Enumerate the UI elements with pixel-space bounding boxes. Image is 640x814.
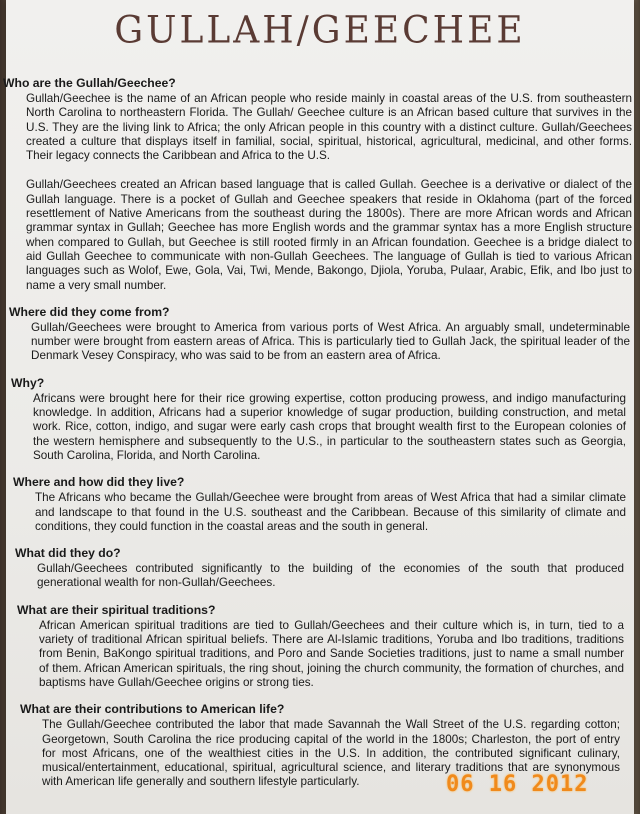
section-paragraph: Gullah/Geechees were brought to America from various ports of West Africa. An arguably small, undeterminable number were brought from eastern areas of Africa. This is particularly tied to Gullah Jack, the spiritual leader of the Denmark Vesey Conspiracy, who was said to be from an eastern area of Africa. [31, 320, 630, 363]
section-heading: What are their contributions to American life? [20, 702, 285, 717]
sign-board [3, 0, 634, 814]
section-origin [9, 305, 630, 364]
section-heading: Where did they come from? [9, 304, 170, 319]
section-heading: Why? [11, 375, 45, 390]
section-paragraph: Gullah/Geechees contributed significantly to the building of the economies of the south that produced generational wealth for non-Gullah/Geechees. [37, 562, 624, 590]
sign-content [3, 76, 634, 790]
section-paragraph: The Gullah/Geechee contributed the labor that made Savannah the Wall Street of the U.S. regarding cotton; Georgetown, South Carolina the rice producing capital of the world in the 1800s; Charleston, the port of entry for most Africans, one of the wealthiest cities in the U.S. In addition, the contributed significant culinary, musical/entertainment, educational, spiritual, agricultural science, and literary traditions that are synonymous with American life generally and southern lifestyle particularly. [42, 718, 620, 789]
section-paragraph: Africans were brought here for their rice growing expertise, cotton producing prowess, and indigo manufacturing knowledge. In addition, Africans had a superior knowledge of sugar production, building construction, and metal work. Rice, cotton, indigo, and sugar were early cash crops that brought wealth first to the European colonies of the western hemisphere and subsequently to the U.S., in particular to the southeastern states such as Georgia, South Carolina, Florida, and North Carolina. [33, 391, 626, 462]
section-who [3, 76, 634, 293]
camera-date-stamp: 06 16 2012 [446, 772, 589, 797]
section-what-did [15, 546, 624, 591]
section-paragraph: Gullah/Geechees created an African based language that is called Gullah. Geechee is a derivative or dialect of the Gullah language. There is a pocket of Gullah and Geechee speakers that reside in Oklahoma (part of the forced resettlement of Native Americans from the southeast during the 1800s). There are more African words and African grammar syntax in Gullah; Geechee has more English words and the grammar syntax has a more English structure when compared to Gullah, but Geechee is still rooted firmly in an African foundation. Geechee is a bridge dialect to aid Gullah Geechee to communicate with non-Gullah Geechees. The language of Gullah is tied to various African languages such as Wolof, Ewe, Gola, Vai, Twi, Mende, Bakongo, Djiola, Yoruba, Pulaar, Arabic, Efik, and Ibo just to name a very small number. [26, 178, 632, 292]
section-why [11, 376, 626, 463]
section-heading: What did they do? [15, 546, 121, 561]
section-heading: Who are the Gullah/Geechee? [3, 76, 176, 90]
sign-title: GULLAH/GEECHEE [114, 8, 526, 53]
section-paragraph: Gullah/Geechee is the name of an African people who reside mainly in coastal areas of the U.S. from southeastern North Carolina to northeastern Florida. The Gullah/ Geechee culture is an African based culture that survives in the U.S. They are the living link to Africa; the only African people in this country with a distinct culture. Gullah/Geechees created a culture that displays itself in familial, social, spiritual, historical, agricultural, medicinal, and other forms. Their legacy connects the Caribbean and Africa to the U.S. [26, 92, 632, 163]
section-heading: Where and how did they live? [13, 475, 185, 490]
section-paragraph: African American spiritual traditions are tied to Gullah/Geechees and their culture which is, in turn, tied to a variety of traditional African spiritual beliefs. There are Al-Islamic traditions, Yoruba and Ibo traditions, traditions from Benin, BaKongo spiritual traditions, and Poro and Sande Societies traditions, just to name a small number of them. African American spirituals, the ring shout, joining the church community, the formation of churches, and baptisms have Gullah/Geechee origins or strong ties. [39, 618, 624, 689]
section-where-how [13, 475, 626, 534]
section-paragraph: The Africans who became the Gullah/Geechee were brought from areas of West Africa that had a similar climate and landscape to that found in the U.S. southeast and the Caribbean. Because of this similarity of climate and conditions, they could function in the coastal areas and the south in general. [35, 491, 626, 533]
section-heading: What are their spiritual traditions? [17, 602, 216, 617]
section-spiritual [17, 603, 624, 690]
